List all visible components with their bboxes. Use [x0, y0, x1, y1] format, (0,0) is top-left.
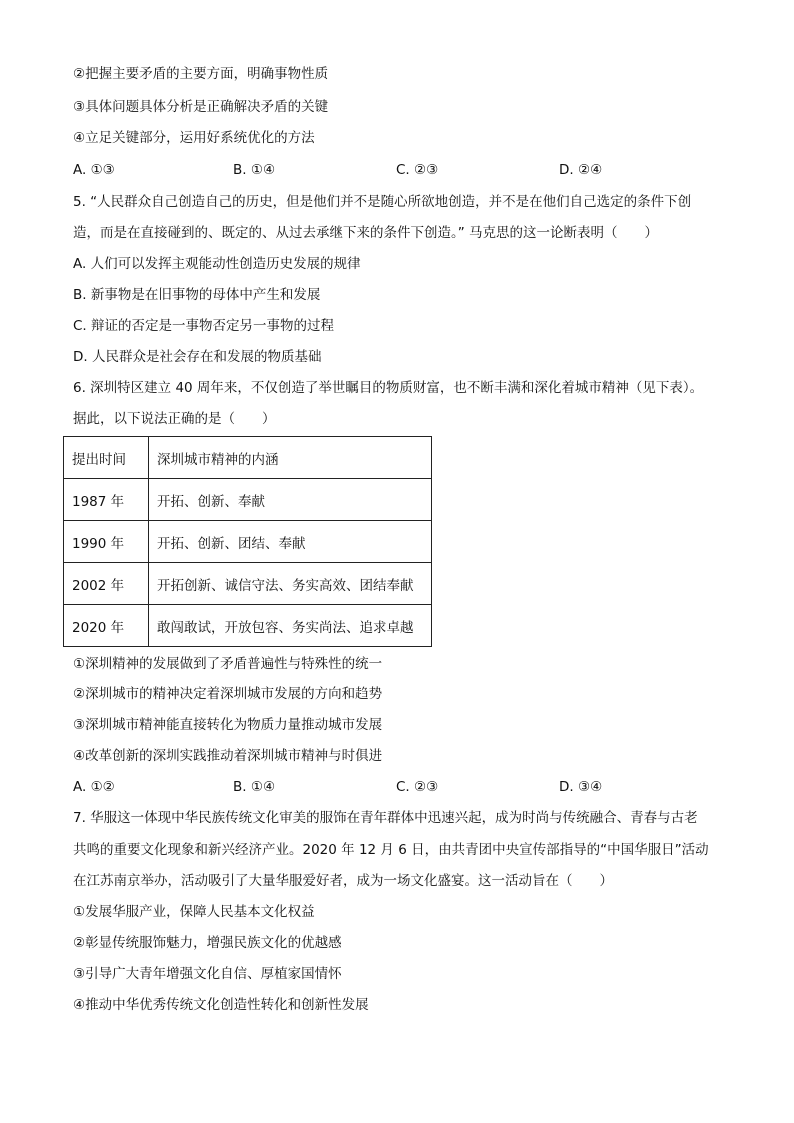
q5-choice-b[interactable]: B. 新事物是在旧事物的母体中产生和发展 — [73, 287, 321, 303]
table-header-row — [64, 437, 432, 479]
q6-item-3: ③深圳城市精神能直接转化为物质力量推动城市发展 — [73, 717, 383, 733]
table-cell-spirit: 敢闯敢试，开放包容、务实尚法、追求卓越 — [149, 605, 432, 647]
q4-item-3: ③具体问题具体分析是正确解决矛盾的关键 — [73, 99, 329, 115]
table-cell-year: 1987 年 — [64, 479, 149, 521]
q7-stem-line-1: 7. 华服这一体现中华民族传统文化审美的服饰在青年群体中迅速兴起，成为时尚与传统融合、青春与古老 — [73, 810, 698, 826]
shenzhen-spirit-table — [63, 436, 432, 647]
q4-item-2: ②把握主要矛盾的主要方面，明确事物性质 — [73, 66, 329, 82]
table-header-content: 深圳城市精神的内涵 — [149, 437, 432, 479]
q7-item-1: ①发展华服产业，保障人民基本文化权益 — [73, 904, 315, 920]
table-cell-spirit: 开拓、创新、团结、奉献 — [149, 521, 432, 563]
q6-option-a[interactable]: A. ①② — [73, 779, 115, 795]
table-cell-year: 2020 年 — [64, 605, 149, 647]
q5-choice-d[interactable]: D. 人民群众是社会存在和发展的物质基础 — [73, 349, 322, 365]
q5-choice-c[interactable]: C. 辩证的否定是一事物否定另一事物的过程 — [73, 318, 335, 334]
q4-option-c[interactable]: C. ②③ — [396, 162, 439, 178]
table-row — [64, 521, 432, 563]
q7-stem-line-3: 在江苏南京举办，活动吸引了大量华服爱好者，成为一场文化盛宴。这一活动旨在（ ） — [73, 873, 613, 889]
q4-item-4: ④立足关键部分，运用好系统优化的方法 — [73, 130, 315, 146]
q5-choice-a[interactable]: A. 人们可以发挥主观能动性创造历史发展的规律 — [73, 256, 361, 272]
q5-stem-line-2: 造，而是在直接碰到的、既定的、从过去承继下来的条件下创造。” 马克思的这一论断表明（ ） — [73, 225, 659, 241]
q6-options — [73, 777, 693, 797]
table-row — [64, 563, 432, 605]
table-cell-year: 2002 年 — [64, 563, 149, 605]
table-cell-year: 1990 年 — [64, 521, 149, 563]
table-row — [64, 479, 432, 521]
q6-stem-line-1: 6. 深圳特区建立 40 周年来，不仅创造了举世瞩目的物质财富，也不断丰满和深化着城市精神（见下表）。 — [73, 380, 704, 396]
q6-option-d[interactable]: D. ③④ — [559, 779, 603, 795]
q6-option-b[interactable]: B. ①④ — [233, 779, 276, 795]
table-row — [64, 605, 432, 647]
table-cell-spirit: 开拓、创新、奉献 — [149, 479, 432, 521]
table-cell-spirit: 开拓创新、诚信守法、务实高效、团结奉献 — [149, 563, 432, 605]
q7-item-4: ④推动中华优秀传统文化创造性转化和创新性发展 — [73, 997, 369, 1013]
q4-option-b[interactable]: B. ①④ — [233, 162, 276, 178]
q7-item-3: ③引导广大青年增强文化自信、厚植家国情怀 — [73, 966, 342, 982]
q7-stem-line-2: 共鸣的重要文化现象和新兴经济产业。2020 年 12 月 6 日，由共青团中央宣传部指导的“中国华服日”活动 — [73, 842, 709, 858]
q4-option-d[interactable]: D. ②④ — [559, 162, 603, 178]
q5-stem-line-1: 5. “人民群众自己创造自己的历史，但是他们并不是随心所欲地创造，并不是在他们自己选定的条件下创 — [73, 194, 692, 210]
table-header-time: 提出时间 — [64, 437, 149, 479]
q4-options — [73, 160, 693, 180]
q7-item-2: ②彰显传统服饰魅力，增强民族文化的优越感 — [73, 935, 342, 951]
q4-option-a[interactable]: A. ①③ — [73, 162, 115, 178]
q6-item-4: ④改革创新的深圳实践推动着深圳城市精神与时俱进 — [73, 748, 383, 764]
q6-option-c[interactable]: C. ②③ — [396, 779, 439, 795]
q6-item-2: ②深圳城市的精神决定着深圳城市发展的方向和趋势 — [73, 686, 383, 702]
q6-stem-line-2: 据此，以下说法正确的是（ ） — [73, 411, 276, 427]
q6-item-1: ①深圳精神的发展做到了矛盾普遍性与特殊性的统一 — [73, 656, 383, 672]
